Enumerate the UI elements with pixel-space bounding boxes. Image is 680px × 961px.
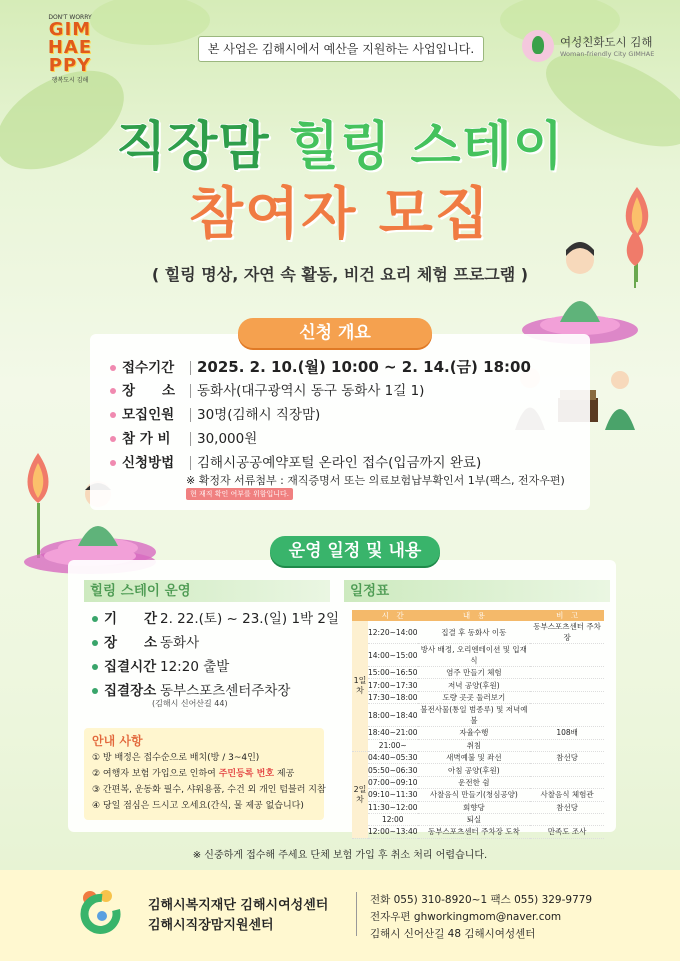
section-header-overview: 신청 개요 [238, 318, 432, 348]
schedule-cell-note [530, 813, 604, 825]
row-value: 김해시공공예약포털 온라인 접수(입금까지 완료) [197, 455, 482, 471]
bullet-icon [92, 688, 98, 694]
highlight-text: 주민등록 번호 [218, 769, 275, 779]
healing-row-time [92, 656, 229, 678]
row-value: 동부스포츠센터주차장 [160, 683, 291, 699]
schedule-cell-content: 동부스포츠센터 주차장 도착 [418, 826, 531, 838]
schedule-cell-note [530, 691, 604, 703]
overview-row-period [110, 356, 531, 378]
bullet-icon [110, 460, 116, 466]
schedule-cell-note: 108배 [530, 727, 604, 739]
logo-small-text: DON'T WORRY [48, 14, 92, 21]
row-label: 기 간 [104, 611, 158, 627]
bullet-icon [92, 616, 98, 622]
schedule-header-row [352, 610, 604, 621]
schedule-cell-time: 05:50~06:30 [368, 765, 418, 775]
row-value: 30명(김해시 직장맘) [197, 407, 321, 423]
healing-row-period [92, 608, 339, 630]
title-part1: 직장맘 [115, 117, 289, 177]
bullet-icon [110, 412, 116, 418]
cancellation-notice: ※ 신중하게 접수해 주세요 단체 보험 가입 후 취소 처리 어렵습니다. [192, 850, 488, 861]
healing-stay-title: 힐링 스테이 운영 [84, 580, 330, 602]
overview-row-fee [110, 428, 257, 450]
title-line2: 참여자 모집 [189, 182, 491, 247]
document-note: ※ 확정자 서류첨부 : 재직증명서 또는 의료보험납부확인서 1부(팩스, 전자우편) [186, 474, 565, 487]
footer-org-foundation: 김해시복지재단 김해시여성센터 [148, 898, 329, 913]
schedule-cell-time: 18:40~21:00 [368, 728, 418, 738]
footer-address: 김해시 신어산길 48 김해시여성센터 [370, 928, 536, 940]
schedule-body [352, 621, 604, 838]
guide-title: 안내 사항 [92, 734, 143, 748]
schedule-cell-note: 참선당 [530, 801, 604, 813]
row-label: 모집인원 [122, 407, 175, 423]
schedule-cell-content: 염주 만들기 체험 [418, 667, 531, 679]
schedule-cell-note [530, 739, 604, 751]
schedule-row [352, 751, 604, 763]
schedule-cell-time: 12:00 [368, 813, 418, 825]
schedule-row [352, 704, 604, 727]
row-value: 동화사(대구광역시 동구 동화사 1길 1) [197, 383, 425, 399]
women-friendly-city-logo [522, 30, 680, 70]
meeting-address: (김해시 신어산길 44) [152, 699, 228, 708]
bullet-icon [92, 664, 98, 670]
logo-sub-text: 행복도시 김해 [51, 77, 89, 84]
healing-row-place [92, 632, 199, 654]
row-label: 집결시간 [104, 659, 157, 675]
bullet-icon [110, 365, 116, 371]
schedule-cell-note [530, 644, 604, 667]
row-value: 동화사 [160, 635, 200, 651]
schedule-cell-content: 사찰음식 만들기(청심공양) [418, 789, 531, 801]
schedule-cell-time: 11:30~12:00 [368, 802, 418, 812]
bullet-icon [92, 640, 98, 646]
footer-org-support-center: 김해시직장맘지원센터 [148, 918, 274, 933]
schedule-cell-content: 취침 [418, 739, 531, 751]
schedule-row [352, 801, 604, 813]
schedule-cell-note [530, 704, 604, 727]
row-label: 장 소 [122, 383, 176, 399]
logo-right-sub: Woman-friendly City GIMHAE [560, 50, 655, 58]
bullet-icon [110, 388, 116, 394]
schedule-cell-note [530, 776, 604, 788]
schedule-cell-content: 운전한 쉼 [418, 776, 531, 788]
schedule-title: 일정표 [344, 580, 610, 602]
schedule-cell-time: 14:00~15:00 [368, 644, 418, 667]
footer-divider [356, 892, 357, 936]
schedule-row [352, 691, 604, 703]
schedule-row [352, 776, 604, 788]
schedule-row [352, 789, 604, 801]
overview-row-capacity [110, 404, 320, 426]
top-notice: 본 사업은 김해시에서 예산을 지원하는 사업입니다. [198, 36, 484, 62]
schedule-row [352, 826, 604, 838]
section-header-schedule: 운영 일정 및 내용 [270, 536, 440, 566]
women-friendly-mark-icon [522, 30, 554, 62]
footer-email: 전자우편 ghworkingmom@naver.com [370, 911, 562, 923]
row-value: 2. 22.(토) ~ 23.(일) 1박 2일 [160, 611, 339, 627]
schedule-table [352, 610, 604, 839]
col-header-content: 내 용 [418, 610, 531, 621]
subtitle: ( 힐링 명상, 자연 속 활동, 비건 요리 체험 프로그램 ) [151, 265, 529, 284]
schedule-cell-note: 참선당 [530, 751, 604, 763]
schedule-cell-note [530, 764, 604, 776]
row-value: 2025. 2. 10.(월) 10:00 ~ 2. 14.(금) 18:00 [197, 358, 531, 376]
logo-right-name: 여성친화도시 김해 [560, 35, 653, 49]
title-part2: 힐링 스테이 [288, 117, 565, 177]
schedule-cell-content: 새벽예불 및 좌선 [418, 751, 531, 763]
schedule-cell-content: 방사 배정, 오리엔테이션 및 입재식 [418, 644, 531, 667]
women-center-logo-icon [80, 888, 126, 934]
row-value: 12:20 출발 [160, 659, 230, 675]
schedule-cell-note [530, 679, 604, 691]
guide-item: ③ 간편복, 운동화 필수, 샤워용품, 수건 외 개인 텀블러 지참 [92, 785, 326, 795]
row-label: 접수기간 [122, 360, 175, 376]
schedule-cell-time: 18:00~18:40 [368, 704, 418, 727]
schedule-cell-time: 17:30~18:00 [368, 692, 418, 702]
col-header-time: 시 간 [368, 610, 418, 621]
schedule-cell-time: 04:40~05:30 [368, 753, 418, 763]
meditating-woman-illustration [520, 230, 640, 350]
schedule-cell-content: 집결 후 동화사 이동 [418, 621, 531, 644]
row-label: 집결장소 [104, 683, 157, 699]
schedule-cell-time: 12:20~14:00 [368, 621, 418, 644]
row-label: 장 소 [104, 635, 158, 651]
schedule-row [352, 621, 604, 644]
col-header-note: 비 고 [530, 610, 604, 621]
schedule-cell-time: 09:10~11:30 [368, 790, 418, 800]
schedule-day-label: 2일차 [352, 751, 368, 838]
schedule-cell-time: 17:00~17:30 [368, 680, 418, 690]
schedule-row [352, 727, 604, 739]
schedule-cell-time: 21:00~ [368, 739, 418, 751]
overview-row-method [110, 452, 481, 474]
footer-phone: 전화 055) 310-8920~1 팩스 055) 329-9779 [370, 894, 593, 906]
schedule-row [352, 644, 604, 667]
row-label: 참 가 비 [122, 431, 171, 447]
schedule-cell-note [530, 667, 604, 679]
schedule-cell-content: 저녁 공양(후원) [418, 679, 531, 691]
guide-item: ④ 당일 점심은 드시고 오세요(간식, 물 제공 없습니다) [92, 801, 304, 811]
schedule-row [352, 667, 604, 679]
employment-note-badge: 현 재직 확인 여부를 위함입니다. [186, 488, 293, 500]
schedule-cell-content: 불전사물(통일 범종루) 및 저녁예불 [418, 704, 531, 727]
title-line1 [0, 104, 680, 179]
guide-item: ① 방 배정은 접수순으로 배치(방 / 3~4인) [92, 753, 260, 763]
schedule-cell-time: 15:00~16:50 [368, 668, 418, 678]
schedule-cell-content: 퇴실 [418, 813, 531, 825]
schedule-row [352, 813, 604, 825]
schedule-cell-note: 동부스포츠센터 주차장 [530, 621, 604, 644]
schedule-cell-time: 12:00~13:40 [368, 827, 418, 837]
bullet-icon [110, 436, 116, 442]
schedule-cell-time: 07:00~09:10 [368, 777, 418, 787]
schedule-cell-content: 자율수행 [418, 727, 531, 739]
schedule-day-label: 1일차 [352, 621, 368, 751]
row-label: 신청방법 [122, 455, 175, 471]
guide-item: ② 여행자 보험 가입으로 인하여 주민등록 번호 제공 [92, 769, 295, 779]
schedule-cell-content: 회향당 [418, 801, 531, 813]
gimhaeppy-logo [24, 14, 116, 84]
schedule-cell-content: 도량 곳곳 둘러보기 [418, 691, 531, 703]
row-value: 30,000원 [197, 431, 258, 447]
schedule-cell-note: 사찰음식 체험관 [530, 789, 604, 801]
schedule-row [352, 679, 604, 691]
schedule-cell-content: 아침 공양(후원) [418, 764, 531, 776]
schedule-cell-note: 만족도 조사 [530, 826, 604, 838]
schedule-row [352, 764, 604, 776]
schedule-row [352, 739, 604, 751]
overview-row-place [110, 380, 424, 402]
logo-main-text: GIM HAE PPY [47, 19, 93, 76]
